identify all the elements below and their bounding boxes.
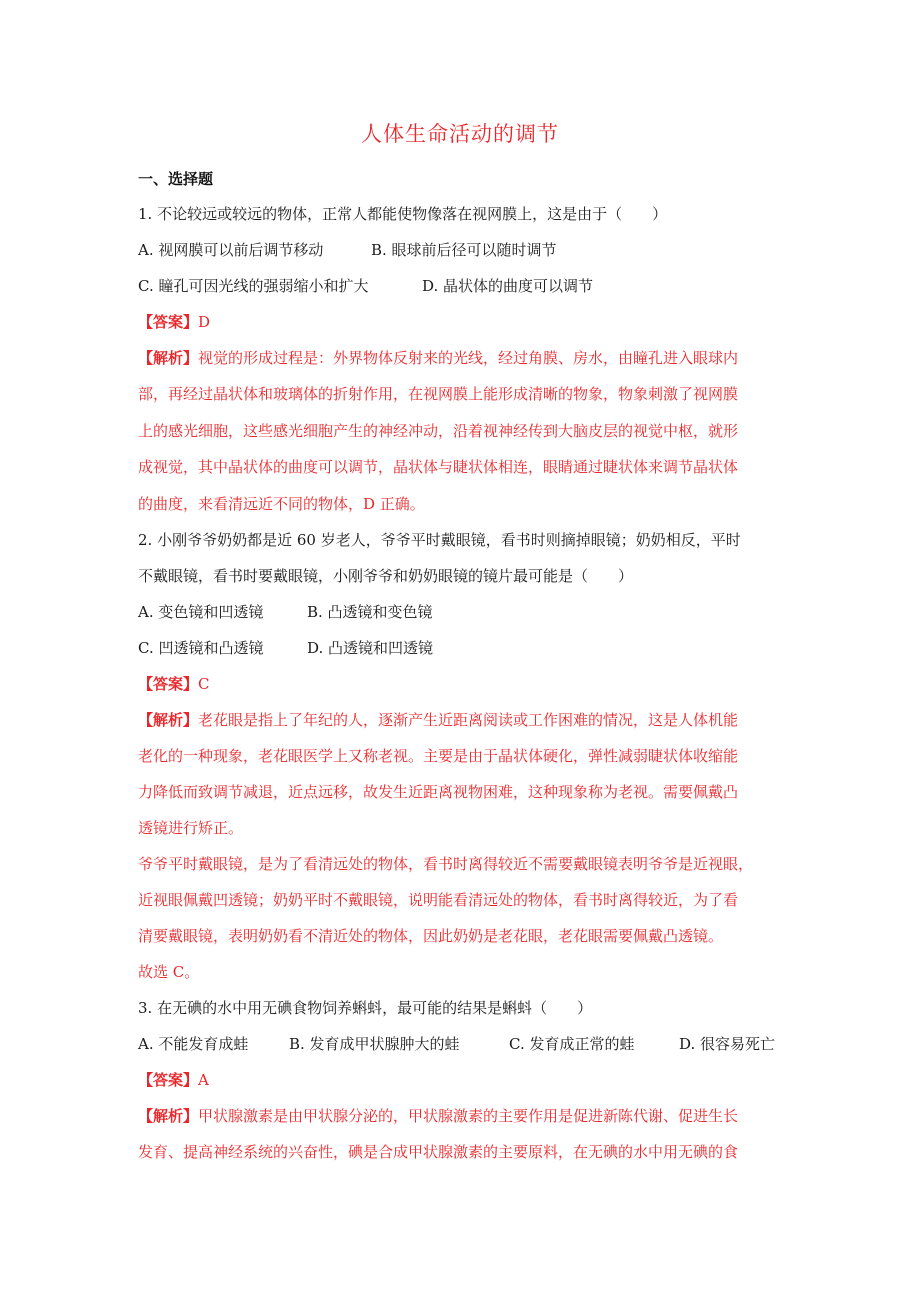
- q2-option-a: A. 变色镜和凹透镜: [138, 603, 264, 621]
- answer-tag: 【答案】: [138, 1071, 199, 1089]
- q3-answer: [138, 1070, 798, 1090]
- q1-option-b: B. 眼球前后径可以随时调节: [371, 241, 557, 259]
- answer-value: A: [198, 1071, 209, 1089]
- q2-analysis-line: 老化的一种现象，老花眼医学上又称老视。主要是由于晶状体硬化，弹性减弱睫状体收缩能: [138, 747, 739, 765]
- q2-analysis-line: 故选 C。: [138, 963, 200, 981]
- q3-analysis-line: [138, 1106, 798, 1126]
- q2-stem: 2. 小刚爷爷奶奶都是近 60 岁老人，爷爷平时戴眼镜，看书时则摘掉眼镜；奶奶相反，平时: [138, 531, 741, 549]
- q1-options-row-2: [138, 276, 798, 296]
- q2-answer: [138, 674, 798, 694]
- analysis-tag: 【解析】: [138, 711, 199, 729]
- q2-options-row-2: [138, 638, 798, 658]
- analysis-tag: 【解析】: [138, 349, 199, 367]
- q2-analysis-line: [138, 710, 798, 730]
- answer-value: C: [198, 675, 210, 693]
- q1-analysis-line: [138, 348, 798, 368]
- answer-tag: 【答案】: [138, 313, 199, 331]
- answer-tag: 【答案】: [138, 675, 199, 693]
- section-heading: 一、选择题: [138, 170, 214, 188]
- analysis-text: 老花眼是指上了年纪的人，逐渐产生近距离阅读或工作困难的情况，这是人体机能: [198, 711, 739, 729]
- q1-options-row-1: [138, 240, 798, 260]
- q2-analysis-line: 爷爷平时戴眼镜，是为了看清远处的物体，看书时离得较近不需要戴眼镜表明爷爷是近视眼，: [138, 855, 754, 873]
- q2-analysis-line: 近视眼佩戴凹透镜；奶奶平时不戴眼镜，说明能看清远处的物体，看书时离得较近，为了看: [138, 891, 739, 909]
- q1-analysis-line: 上的感光细胞，这些感光细胞产生的神经冲动，沿着视神经传到大脑皮层的视觉中枢，就形: [138, 422, 739, 440]
- q3-option-d: D. 很容易死亡: [679, 1035, 776, 1053]
- q2-stem: 不戴眼镜，看书时要戴眼镜，小刚爷爷和奶奶眼镜的镜片最可能是（ ）: [138, 567, 634, 585]
- q2-option-c: C. 凹透镜和凸透镜: [138, 639, 264, 657]
- analysis-text: 视觉的形成过程是：外界物体反射来的光线，经过角膜、房水，由瞳孔进入眼球内: [198, 349, 739, 367]
- q2-options-row-1: [138, 602, 798, 622]
- answer-value: D: [198, 313, 211, 331]
- q3-stem: 3. 在无碘的水中用无碘食物饲养蝌蚪，最可能的结果是蝌蚪（ ）: [138, 999, 593, 1017]
- q1-option-c: C. 瞳孔可因光线的强弱缩小和扩大: [138, 277, 369, 295]
- analysis-tag: 【解析】: [138, 1107, 199, 1125]
- analysis-text: 甲状腺激素是由甲状腺分泌的，甲状腺激素的主要作用是促进新陈代谢、促进生长: [198, 1107, 739, 1125]
- q1-option-d: D. 晶状体的曲度可以调节: [422, 277, 594, 295]
- q3-analysis-line: 发育、提高神经系统的兴奋性，碘是合成甲状腺激素的主要原料，在无碘的水中用无碘的食: [138, 1143, 739, 1161]
- q1-answer: [138, 312, 798, 332]
- q1-option-a: A. 视网膜可以前后调节移动: [138, 241, 324, 259]
- q2-option-d: D. 凸透镜和凹透镜: [307, 639, 434, 657]
- q1-analysis-line: 部，再经过晶状体和玻璃体的折射作用，在视网膜上能形成清晰的物象，物象刺激了视网膜: [138, 385, 739, 403]
- q2-analysis-line: 力降低而致调节减退，近点远移，故发生近距离视物困难，这种现象称为老视。需要佩戴凸: [138, 783, 739, 801]
- q2-option-b: B. 凸透镜和变色镜: [307, 603, 433, 621]
- q1-analysis-line: 成视觉，其中晶状体的曲度可以调节，晶状体与睫状体相连，眼睛通过睫状体来调节晶状体: [138, 458, 739, 476]
- q1-analysis-line: 的曲度，来看清远近不同的物体，D 正确。: [138, 495, 425, 513]
- q3-option-a: A. 不能发育成蛙: [138, 1035, 249, 1053]
- document-title: 人体生命活动的调节: [361, 122, 559, 146]
- q1-stem: 1. 不论较远或较远的物体，正常人都能使物像落在视网膜上，这是由于（ ）: [138, 205, 668, 223]
- q3-options-row: [138, 1034, 798, 1054]
- q3-option-c: C. 发育成正常的蛙: [509, 1035, 635, 1053]
- q3-option-b: B. 发育成甲状腺肿大的蛙: [289, 1035, 460, 1053]
- q2-analysis-line: 清要戴眼镜，表明奶奶看不清近处的物体，因此奶奶是老花眼，老花眼需要佩戴凸透镜。: [138, 927, 724, 945]
- q2-analysis-line: 透镜进行矫正。: [138, 819, 244, 837]
